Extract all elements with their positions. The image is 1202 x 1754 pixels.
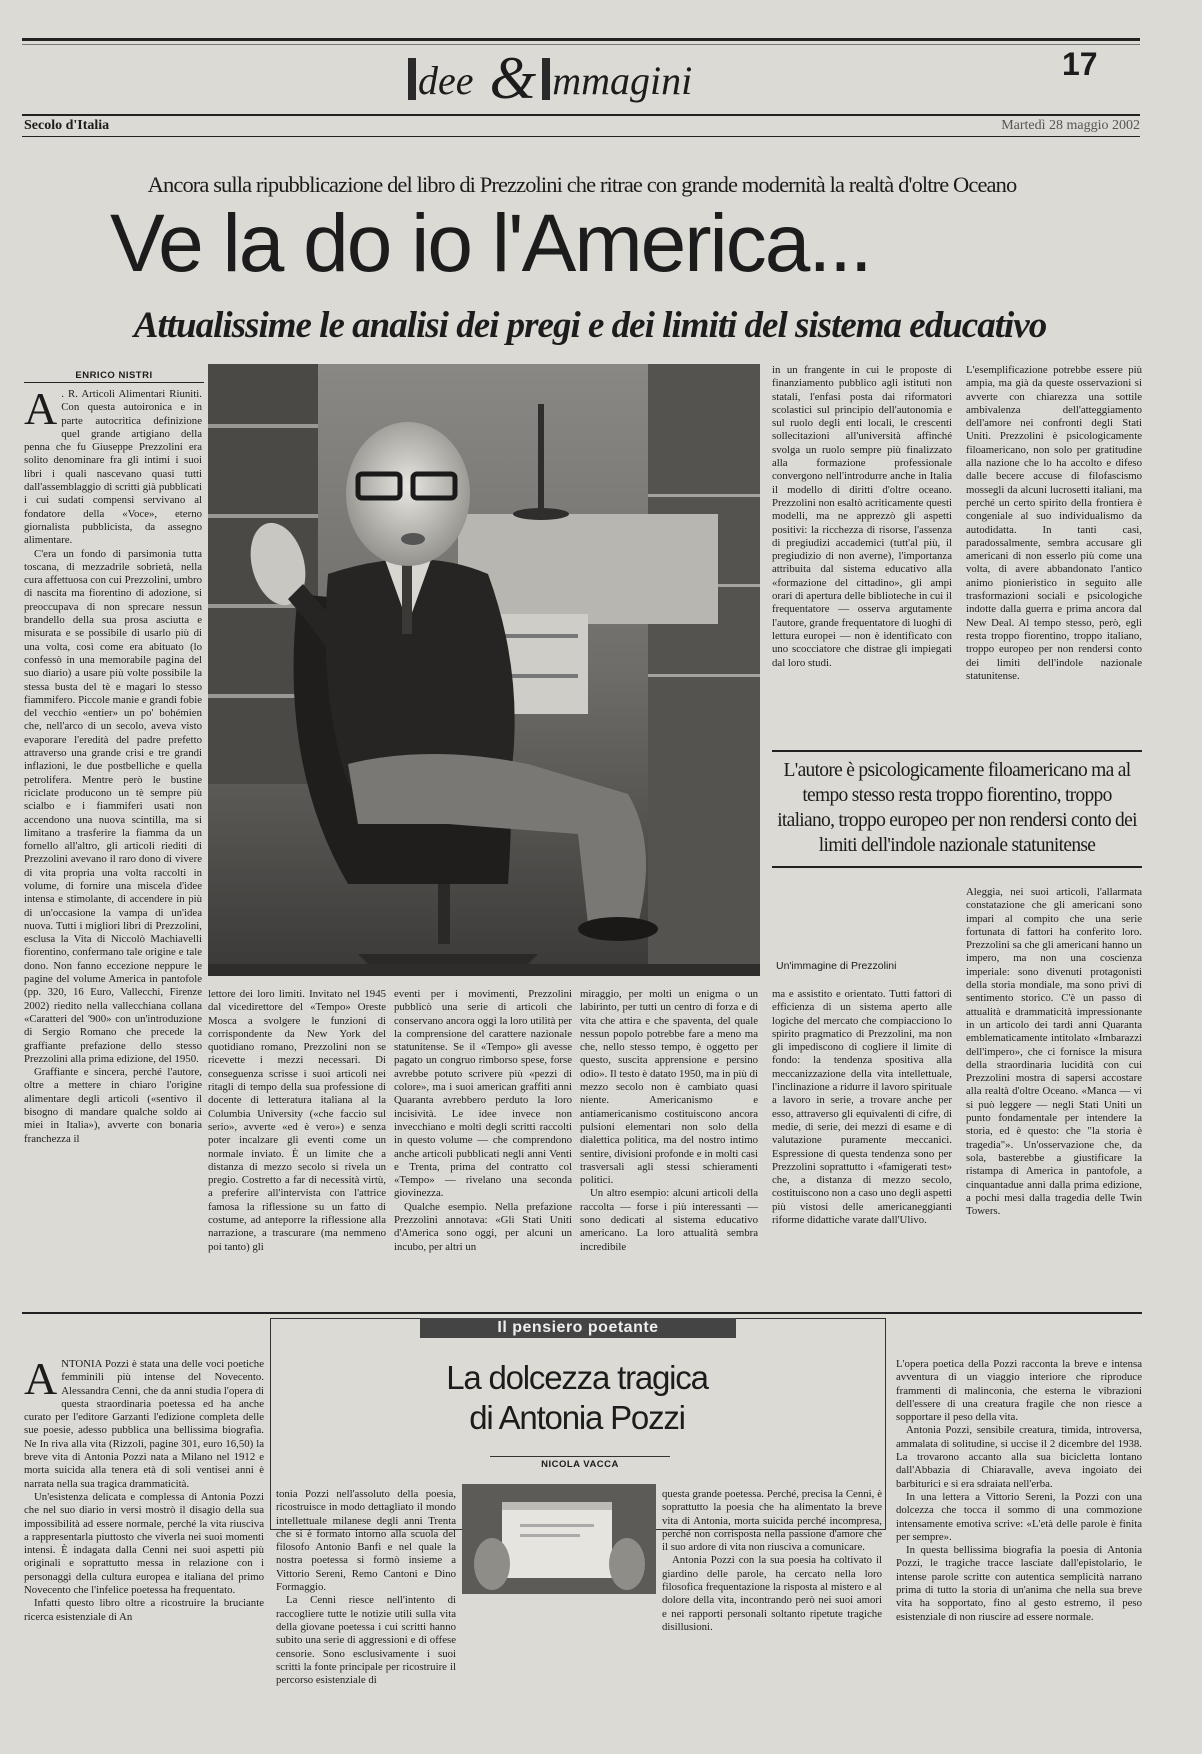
drop-cap: A: [24, 388, 58, 434]
second-col-4-p3: In una lettera a Vittorio Sereni, la Pozzi con una dolcezza che tocca il sommo di una commozione intensamente emotiva scrive: «L'età delle parole è finita per sempre».: [896, 1490, 1142, 1543]
main-col-8-p1: Aleggia, nei suoi articoli, l'allarmata constatazione che gli americani sono impari al compito che una serie fortunata di fattori ha conferito loro. Prezzolini sa che gli americani hanno un impero, ma non una coscienza imperiale: sono divenuti protagonisti della storia mondiale, ma sono privi di sentimento storico. C'è un passo di attualità e drammaticità impressionante in un articolo dei tardi anni Quaranta emblematicamente intitolato «Imbarazzi dell'impero», che ci fornisce la misura della straordinaria lucidità con cui Prezzolini mostra di sapersi accostare alla realtà d'oltre Oceano. «Manca — vi si può leggere — negli Stati Uniti un punto fondamentale per intendere la storia, ed è questo: che "la storia è tragedia"». Un'osservazione che, da sola, basterebbe a giustificare la ristampa di America in pantofole, a cinquantadue anni dalla prima edizione, a pochi mesi dalla tragedia delle Twin Towers.: [966, 886, 1142, 1218]
second-col-3-p2: Antonia Pozzi con la sua poesia ha coltivato il giardino delle parole, ha cercato nella loro filosofica frequentazione la risposta al mistero e al dolore della vita, incontrando però nei suoi amori e nei rapporti personali soltanto ripetute tragiche disillusioni.: [662, 1554, 882, 1633]
main-col-4-p2: Un altro esempio: alcuni articoli della raccolta — forse i più interessanti — sono dedicati al sistema educativo americano. La loro attualità sembra incredibile: [580, 1187, 758, 1253]
photo-caption: Un'immagine di Prezzolini: [776, 960, 897, 972]
second-drop-cap: A: [24, 1358, 58, 1404]
section-title-amp: &: [489, 45, 537, 111]
second-col-1-p2: Un'esistenza delicata e complessa di Antonia Pozzi che nel suo diario in versi mostrò il disagio della sua impossibilità ad essere normale, perché la vita riusciva a rappresentarla piuttosto che viverla nei suoi momenti intensi. È indagata dalla Cenni nei suoi aspetti più originali e soprattutto messa in relazione con i personaggi della cultura europea e italiana del primo Novecento che l'infelice poetessa ha frequentato.: [24, 1490, 264, 1597]
page-number: 17: [1062, 46, 1098, 82]
main-col-6: [966, 364, 1142, 730]
second-col-1: [24, 1358, 264, 1742]
title-bar-i2: [542, 58, 550, 100]
main-col-3: [394, 988, 572, 1294]
second-headline-1: La dolcezza tragica: [446, 1359, 708, 1396]
second-col-3-p1: questa grande poetessa. Perché, precisa la Cenni, è soprattutto la poesia che ha alimentato la breve vita di Antonia, morta suicida perché incompresa, perché non corrisposta nella passione d'amore che il suo ardore di vita non riusciva a comunicare.: [662, 1488, 882, 1554]
masthead-rule-bottom: [22, 136, 1140, 137]
section-title-part1: dee: [418, 58, 474, 103]
main-col-3-p2: Qualche esempio. Nella prefazione Prezzolini annotava: «Gli Stati Uniti d'America sono oggi, per alcuni un incubo, per altri un: [394, 1200, 572, 1253]
main-col-1-p1: . R. Articoli Alimentari Riuniti. Con questa autoironica e in parte autocritica definizione quel grande artigiano della penna che fu Giuseppe Prezzolini era solito denominare fra gli intimi i suoi libri i quali nascevano quasi tutti dall'assemblaggio di scritti già pubblicati i cui sudati compensi servivano al fondatore della «Voce», eterno giornalista pubblicista, da assegno alimentare.: [24, 388, 202, 547]
title-bar-i: [408, 58, 416, 100]
second-col-2-p1: tonia Pozzi nell'assoluto della poesia, ricostruisce in modo dettagliato il mondo intellettuale milanese degli anni Trenta che si è formato intorno alla scuola del filosofo Antonio Banfi e nel quale la nostra poetessa si formò insieme a Vittorio Sereni, Remo Cantoni e Dino Formaggio.: [276, 1488, 456, 1594]
main-col-5: [772, 364, 952, 730]
main-col-4: [580, 988, 758, 1294]
second-col-4: [896, 1358, 1142, 1742]
second-col-4-p2: Antonia Pozzi, sensibile creatura, timida, introversa, ammalata di solitudine, si uccise il 2 dicembre del 1938. La trovarono accanto alla sua bicicletta lontano dall'Abbazia di Chiaravalle, aveva ingoiato dei barbiturici e si era sdraiata nell'erba.: [896, 1424, 1142, 1490]
main-col-7-p1: ma e assistito e orientato. Tutti fattori di efficienza di un sistema aperto alle logiche del mercato che compiacciono lo spirito pragmatico di Prezzolini, ma non gli impediscono di cogliere il limite di fondo: la tendenza spositiva alla meccanizzazione della vita intellettuale, l'inclinazione a ridurre il lavoro spirituale a lavoro in serie, a trovare anche per esso, attraverso gli equivalenti di cifre, di medie, di serie, dei mezzi di esame e di valutazione puramente meccanici. Espressione di questa tendenza sono per Prezzolini soprattutto i «famigerati test» che, a distanza di mezzo secolo, costituiscono non a caso uno degli aspetti più vistosi delle americaneggianti riforme didattiche varate dall'Ulivo.: [772, 988, 952, 1227]
main-col-8: [966, 886, 1142, 1294]
main-col-4-p1: miraggio, per molti un enigma o un labirinto, per tutti un centro di forza e di vita che attira e che spaventa, del quale nessun popolo potrebbe fare a meno ma che, nello stesso tempo, è oggetto per questo, suscita apprensione e persino odio». Il testo è datato 1950, ma in più di mezzo secolo non è cambiato quasi niente. Americanismo e antiamericanismo costituiscono ancora pulsioni elementari non solo della dialettica politica, ma del nostro intimo sentire, divisioni profonde e in molti casi trasversali agli stessi schieramenti politici.: [580, 988, 758, 1187]
issue-date: Martedì 28 maggio 2002: [1001, 118, 1140, 133]
main-col-1-p2: C'era un fondo di parsimonia tutta toscana, di mezzadrile sobrietà, nella cura affettuosa con cui Prezzolini, umbro di nascita ma fiorentino di adozione, si preoccupava di non sprecare nessun brandello della sua prosa asciutta e misurata e se possibile di usarlo più di una volta, così come era abituato (lo confessò in una memorabile pagina del suo diario) a usare più volte possibile la stessa busta del tè e magari lo stesso fiammifero. Piccole manie e grandi fobie del vecchio «entier» un po' bohémien che, nell'arco di un secolo, aveva visto evaporare l'eredità del padre prefetto attraverso una grande crisi e tre grandi inflazioni, le due postbelliche e quella petrolifera. Mentre però le bustine riciclate producono un tè sempre più scialbo e i fiammiferi usati non accendono una nuova scintilla, ma si limitano a trasferire la fiamma da un fornello all'altro, gli articoli riediti di Prezzolini avevano il raro dono di vivere di vita propria una volta raccolti in volume, di fornire una miscela d'idee intensa e stimolante, di accendere in più di un'occasione la vampa di un'idea nuova. Tutti i migliori libri di Prezzolini, esclusa la Vita di Niccolò Machiavelli fiorentino, confermano tale origine e tale dono. Non fanno eccezione neppure le pagine del volume America in pantofole (pp. 320, 16 Euro, Vallecchi, Firenze 2002) riedito nella vallecchiana collana «Caratteri del '900» con un'introduzione di Sergio Romano che precede la graffiante prefazione dello stesso Prezzolini alla prima edizione, del 1950.: [24, 547, 202, 1065]
masthead-rule: [22, 114, 1140, 116]
byline-rule: [24, 382, 204, 383]
headline: Ve la do io l'America...: [110, 198, 871, 289]
second-col-4-p4: In questa bellissima biografia la poesia di Antonia Pozzi, le tragiche tracce lasciate dall'epistolario, le intense parole scritte con autentica semplicità narrano prima di tutto la storia di un'anima che nella sua breve vita ha sopportato, fino al gesto estremo, il peso esistenziale di non riuscire ad essere normale.: [896, 1544, 1142, 1623]
rubric-label: Il pensiero poetante: [420, 1318, 736, 1338]
second-col-2: [276, 1488, 456, 1742]
newspaper-name: Secolo d'Italia: [24, 118, 110, 133]
second-col-4-p1: L'opera poetica della Pozzi racconta la breve e intensa avventura di un viaggio interiore che riproduce frammenti di malinconia, che esterna le vibrazioni dell'essere di una creatura fragile che non riesce a sopportare il peso della vita.: [896, 1358, 1142, 1424]
main-col-1-p3: Graffiante e sincera, perché l'autore, oltre a mettere in chiaro l'origine alimentare degli articoli («sentivo il bisogno di mandare qualche soldo ai miei in Italia»), avverte con bonaria franchezza il: [24, 1066, 202, 1145]
book-photo-illustration: [462, 1484, 656, 1594]
main-col-2: [208, 988, 386, 1294]
main-byline: ENRICO NISTRI: [75, 370, 153, 381]
section-title-part2: mmagini: [552, 58, 693, 103]
pozzi-photo: [462, 1484, 656, 1594]
photo-illustration: [208, 364, 760, 976]
top-rule-thin: [22, 44, 1140, 45]
top-rule: [22, 38, 1140, 41]
section-divider: [22, 1312, 1142, 1314]
main-col-5-p1: in un frangente in cui le proposte di finanziamento pubblico agli istituti non statali, l'enfasi posta dai riformatori scolastici sul principio dell'autonomia e sul ruolo degli enti locali, le crescenti sollecitazioni all'università affinché svolga un ruolo sempre più finalizzato alla formazione professionale convergono nell'introdurre anche in Italia il modello di diritti d'oltre oceano. Prezzolini non esaltò acriticamente questi modelli, ma ne apprezzò gli aspetti positivi: la ricchezza di risorse, l'assenza di pregiudizi accademici (tutt'al più, il pregiudizio di non averne), l'importanza attribuita dal sistema educativo alla «formazione del cittadino», gli ampi orari di apertura delle biblioteche in cui il frequentatore — osserva argutamente l'autore, grande frequentatore di luoghi di lettura europei — non è identificato con uno scocciatore che distrae gli impiegati dal loro studi.: [772, 364, 952, 669]
main-col-7: [772, 988, 952, 1294]
second-headline-2: di Antonia Pozzi: [469, 1399, 685, 1436]
section-title: [408, 45, 693, 111]
pull-quote-rule-top: [772, 750, 1142, 752]
second-col-2-p2: La Cenni riesce nell'intento di raccogliere tutte le notizie utili sulla vita della giovane poetessa i cui scritti hanno subito una serie di aggressioni e di offese censorie. Sono esclusivamente i suoi scritti la fonte principale per ricostruire il percorso esistenziale di: [276, 1594, 456, 1687]
second-col-1-p1: NTONIA Pozzi è stata una delle voci poetiche femminili più intense del Novecento. Alessandra Cenni, che da anni studia l'opera di questa straordinaria poetessa ed ha anche curato per l'editore Garzanti l'edizione completa delle sue poesie, adesso pubblica una bellissima biografia. Ne In riva alla vita (Rizzoli, pagine 301, euro 16,50) la breve vita di Antonia Pozzi nata a Milano nel 1912 e morta suicida alla tenera età di soli ventisei anni è narrata nella sua tragica drammaticità.: [24, 1358, 264, 1490]
prezzolini-photo: [208, 364, 760, 976]
second-col-1-p3: Infatti questo libro oltre a ricostruire la bruciante ricerca esistenziale di An: [24, 1597, 264, 1623]
main-col-2-p1: lettore dei loro limiti. Invitato nel 1945 dal vicedirettore del «Tempo» Oreste Mosca a svolgere le funzioni di corrispondente da New York del quotidiano romano, Prezzolini non se ricevette i mezzi necessari. Di conseguenza scrisse i suoi articoli nei ritagli di tempo della sua professione di docente di letteratura italiana al la Columbia University («che faccio sul serio», avverte «ed è vero») e senza poter incalzare gli eventi come un normale inviato. È un limite che a distanza di mezzo secolo si rivela un pregio. Costretto a far di necessità virtù, a preferire all'intervista con l'attrice famosa la riflessione su un fatto di costume, ad anteporre la riflessione alla narrazione, a trascurare (ma nemmeno poi tanto) gli: [208, 988, 386, 1253]
main-col-6-p1: L'esemplificazione potrebbe essere più ampia, ma già da queste osservazioni si avverte con chiarezza una sottile ambivalenza dell'atteggiamento dell'amore nei confronti degli Stati Uniti. Prezzolini è psicologicamente filoamericano, non solo per gratitudine alla nazione che lo ha accolto e difeso dalle becere accuse di filofascismo mossegli da alcuni lucrosetti italiani, ma perché un certo spirito della frontiera è congeniale al suo individualismo da autodidatta. In tanti casi, paradossalmente, sembra accusare gli americani di non esserlo più come una volta, di avere abbandonato l'antico animo pionieristico in seguito alle trasformazioni sociali e psicologiche indotte dalla guerra e prima ancora dal New Deal. Al tempo stesso, però, egli resta troppo fiorentino, troppo italiano, troppo europeo per non rendersi conto dei limiti dell'indole nazionale statunitense.: [966, 364, 1142, 682]
subheadline: Attualissime le analisi dei pregi e dei limiti del sistema educativo: [133, 305, 1047, 346]
kicker: Ancora sulla ripubblicazione del libro di Prezzolini che ritrae con grande modernità la realtà d'oltre Oceano: [147, 172, 1017, 197]
second-col-3: [662, 1488, 882, 1742]
main-col-3-p1: eventi per i movimenti, Prezzolini pubblicò una serie di articoli che conservano ancora oggi la loro utilità per la comprensione del carattere nazionale statunitense. Se il «Tempo» gli avesse pagato un congruo rimborso spese, forse avrebbe potuto scrivere più «pezzi di colore», ma i suoi american graffiti anni Quaranta avrebbero perduto la loro incisività. Le idee invece non invecchiano e molti degli scritti raccolti in questo volume — che comprendono anche articoli pubblicati negli anni Venti e Trenta, prima del contratto col «Tempo» — rivelano una seconda giovinezza.: [394, 988, 572, 1200]
pull-quote: L'autore è psicologicamente filoamericano ma al tempo stesso resta troppo fiorentino, troppo italiano, troppo europeo per non rendersi conto dei limiti dell'indole nazionale statunitense: [777, 760, 1137, 856]
pull-quote-rule-bottom: [772, 866, 1142, 868]
second-byline: NICOLA VACCA: [490, 1456, 670, 1470]
main-col-1: [24, 388, 202, 1294]
